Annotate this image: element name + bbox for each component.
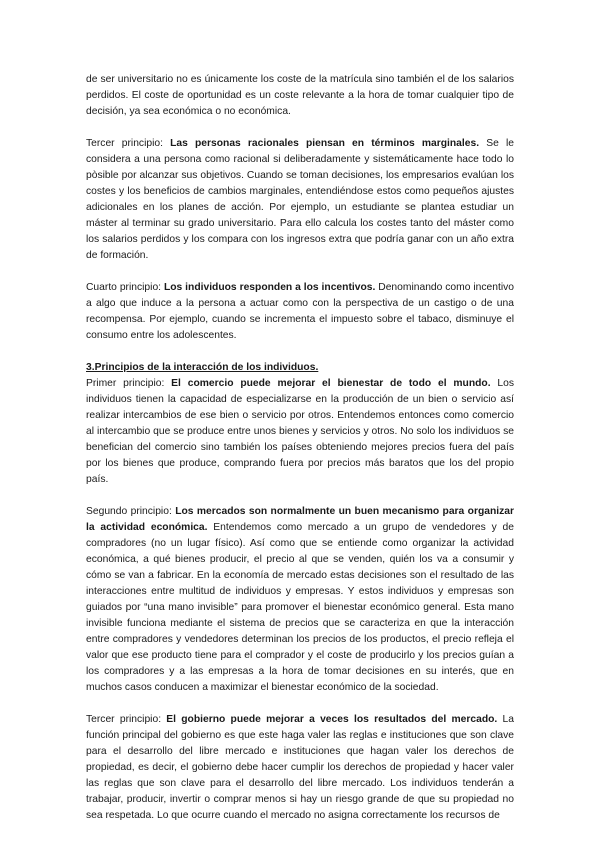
paragraph-opportunity-cost: de ser universitario no es únicamente los coste de la matrícula sino también el de los salarios perdidos. El coste de oportunidad es un coste relevante a la hora de tomar cualquier tipo de decisión, ya sea económica o no económica.	[86, 74, 514, 117]
principle-title: Las personas racionales piensan en términos marginales.	[170, 138, 480, 149]
paragraph-third-principle-government	[86, 712, 514, 824]
paragraph-fourth-principle-incentives	[86, 280, 514, 344]
principle-body: Denominando como incentivo a algo que induce a la persona a actuar como con la perspectiva de un castigo o de una recompensa. Por ejemplo, cuando se incrementa el impuesto sobre el tabaco, disminuye el consumo entre los adolescentes.	[86, 282, 515, 341]
principle-title: El gobierno puede mejorar a veces los resultados del mercado.	[166, 714, 498, 725]
paragraph-first-principle-trade	[86, 376, 514, 488]
section-heading: 3.Principios de la interacción de los individuos.	[86, 362, 319, 373]
principle-title: Los individuos responden a los incentivos.	[163, 282, 376, 293]
principle-label: Primer principio:	[86, 378, 172, 389]
paragraph-second-principle-markets	[86, 504, 514, 696]
principle-title: El comercio puede mejorar el bienestar de todo el mundo.	[171, 378, 491, 389]
principle-body: Entendemos como mercado a un grupo de vendedores y de compradores (no un lugar físico). Así como que se entiende como organizar la actividad económica, a qué bienes producir, el precio al que se venden, quién los va a consumir y cómo se van a fabricar. En la economía de mercado estas decisiones son el resultado de las interacciones entre multitud de individuos y empresas. Y estos individuos y empresas son guiados por “una mano invisible” para promover el bienestar económico general. Esta mano invisible funciona mediante el sistema de precios que se caracteriza en que la interacción entre compradores y vendedores determinan los precios de los productos, el precio refleja el valor que ese producto tiene para el comprador y el coste de producirlo y los precios guían a los compradores y a las empresas a la hora de tomar decisiones en su interés, que en muchos casos conducen a maximizar el bienestar económico de la sociedad.	[86, 522, 514, 693]
principle-body: La función principal del gobierno es que este haga valer las reglas e instituciones que son clave para el desarrollo del libre mercado e instituciones que hagan valer los derechos de propiedad, es decir, el gobierno debe hacer cumplir los derechos de propiedad y hacer valer las reglas que son clave para el desarrollo del libre mercado. Los individuos tenderán a trabajar, producir, invertir o comprar menos si hay un riesgo grande de que su propiedad no sea respetada. Lo que ocurre cuando el mercado no asigna correctamente los recursos de	[86, 714, 514, 821]
principle-label: Tercer principio:	[86, 138, 171, 149]
paragraph-third-principle-marginal	[86, 136, 514, 264]
principle-label: Tercer principio:	[86, 714, 167, 725]
principle-label: Cuarto principio:	[86, 282, 164, 293]
principle-title: Los mercados son normalmente un buen mecanismo para organizar la actividad económica.	[86, 506, 514, 533]
principle-body: Se le considera a una persona como racional si deliberadamente y sistemáticamente hace todo lo pòsible por alcanzar sus objetivos. Cuando se toman decisiones, los empresarios evalúan los costes y los beneficios de cambios marginales, entendiéndose estos como pequeños ajustes adicionales en los planes de acción. Por ejemplo, un estudiante se plantea estudiar un máster al terminar su grado universitario. Para ello calcula los costes tanto del máster como los salarios perdidos y los compara con los ingresos extra que podría ganar con un año extra de formación.	[86, 138, 514, 261]
principle-body: Los individuos tienen la capacidad de especializarse en la producción de un bien o servicio así realizar intercambios de ese bien o servicio por otros. Entendemos entonces como comercio al intercambio que se produce entre unos bienes y servicios y otros. No solo los individuos se benefician del comercio sino también los países obteniendo mejores precios fuera del país por los bienes que produce, comprando fuera por precios más baratos que los del propio país.	[86, 378, 514, 485]
principle-label: Segundo principio:	[86, 506, 176, 517]
